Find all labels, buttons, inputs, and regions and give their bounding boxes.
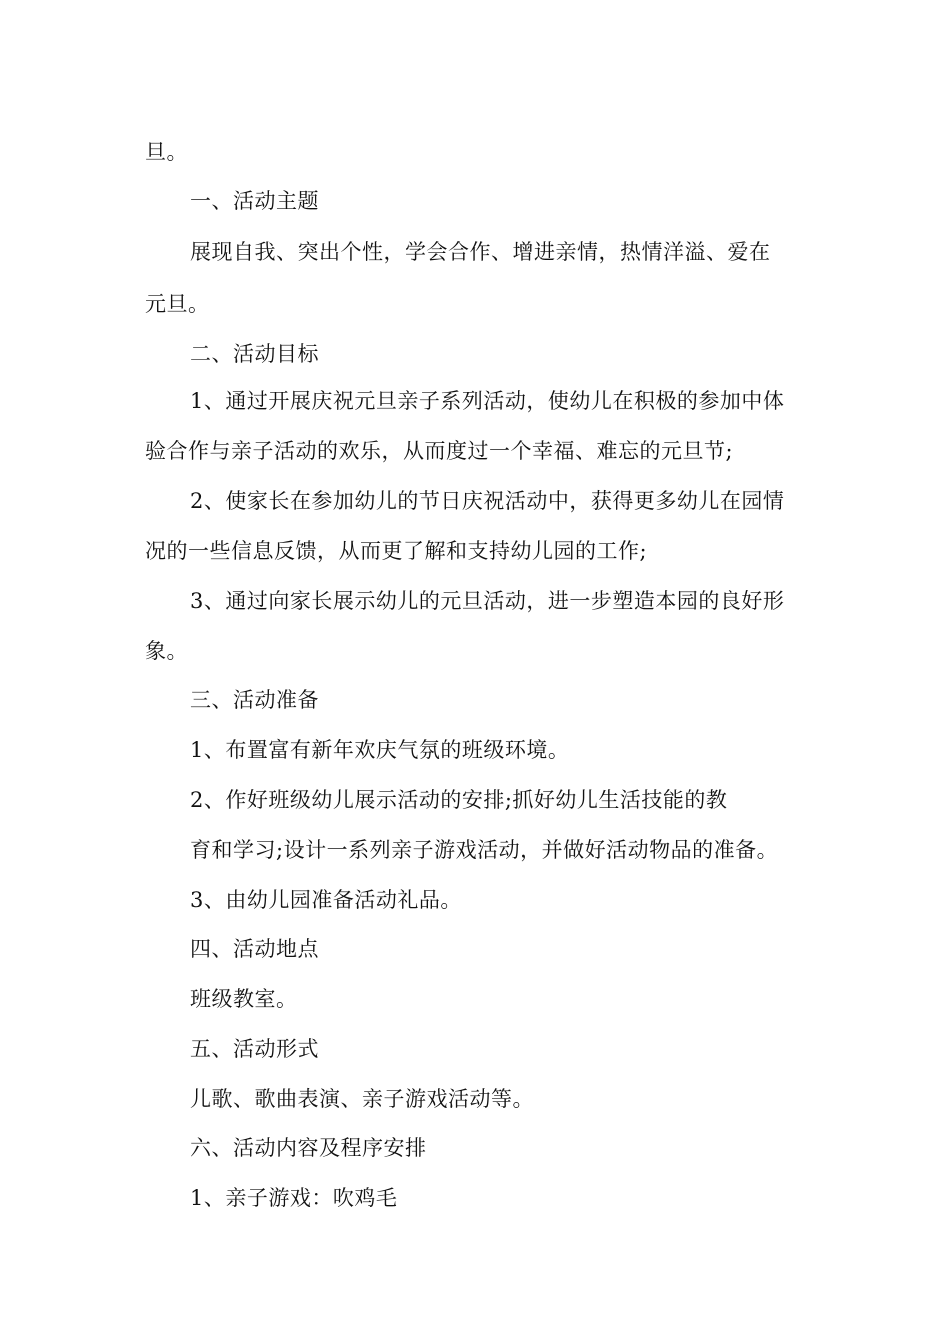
text-line: 展现自我、突出个性，学会合作、增进亲情，热情洋溢、爱在 bbox=[190, 240, 771, 264]
section-heading: 六、活动内容及程序安排 bbox=[190, 1136, 427, 1160]
text-line: 元旦。 bbox=[145, 292, 210, 316]
text-line: 班级教室。 bbox=[190, 987, 298, 1011]
text-line: 况的一些信息反馈，从而更了解和支持幼儿园的工作; bbox=[145, 539, 648, 563]
text-line: 象。 bbox=[145, 639, 188, 663]
text-line: 2、作好班级幼儿展示活动的安排;抓好幼儿生活技能的教 bbox=[190, 788, 728, 812]
section-heading: 一、活动主题 bbox=[190, 189, 319, 213]
text-line: 3、通过向家长展示幼儿的元旦活动，进一步塑造本园的良好形 bbox=[190, 589, 785, 613]
text-line: 1、亲子游戏：吹鸡毛 bbox=[190, 1186, 398, 1210]
text-line: 儿歌、歌曲表演、亲子游戏活动等。 bbox=[190, 1087, 534, 1111]
section-heading: 二、活动目标 bbox=[190, 342, 319, 366]
text-line: 1、布置富有新年欢庆气氛的班级环境。 bbox=[190, 738, 570, 762]
text-line: 旦。 bbox=[145, 140, 188, 164]
section-heading: 五、活动形式 bbox=[190, 1037, 319, 1061]
text-line: 2、使家长在参加幼儿的节日庆祝活动中，获得更多幼儿在园情 bbox=[190, 489, 785, 513]
text-line: 3、由幼儿园准备活动礼品。 bbox=[190, 888, 462, 912]
text-line: 育和学习;设计一系列亲子游戏活动，并做好活动物品的准备。 bbox=[190, 838, 779, 862]
text-line: 1、通过开展庆祝元旦亲子系列活动，使幼儿在积极的参加中体 bbox=[190, 389, 785, 413]
section-heading: 四、活动地点 bbox=[190, 937, 319, 961]
text-line: 验合作与亲子活动的欢乐，从而度过一个幸福、难忘的元旦节; bbox=[145, 439, 734, 463]
section-heading: 三、活动准备 bbox=[190, 688, 319, 712]
